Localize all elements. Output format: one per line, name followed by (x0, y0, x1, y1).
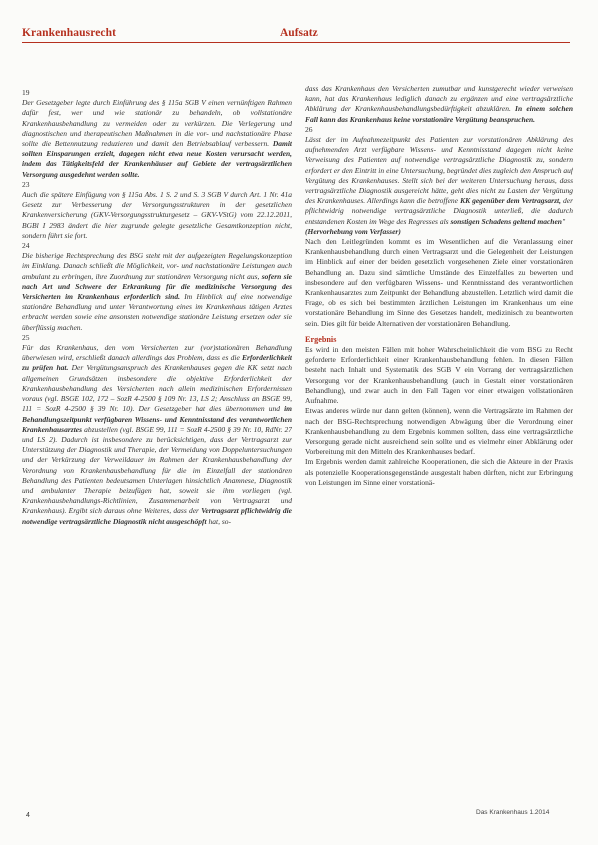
paragraph-number-24: 24 (22, 241, 30, 251)
paragraph-25-lead: Für das Krankenhaus, den vom Versicherten zur (vor)stationären Behandlung überwiesen wird, erschließt danach allerdings das Problem, dass es die (22, 343, 292, 363)
paragraph-26-emphasis-2: sonstigen Schadens geltend machen (450, 216, 562, 226)
paragraph-23: Auch die spätere Einfügung von § 115a Abs. 1 S. 2 und S. 3 SGB V durch Art. 1 Nr. 41a Gesetz zur Verbesserung der Versorgungsstrukturen in der gesetzlichen Krankenversicherung (GKV-Versorgungsstrukturgesetz – GKV-VStG) vom 22.12.2011, BGBl I 2983 ändert die hier zugrunde gelegte gesetzliche Gesamtkonzeption nicht, sondern führt sie fort. (22, 190, 292, 240)
result-paragraph-2: Etwas anderes würde nur dann gelten (können), wenn die Vertragsärzte im Rahmen der nach der BSG-Rechtsprechung notwendigen Abwägung über die Verordnung einer Krankenhausbehandlung zu dem Ergebnis kommen sollten, dass eine vertragsärztliche Versorgung gerade nicht ausreichend sein sollte und es vielmehr einer Abklärung oder Vorbereitung mit den Mitteln des Krankenhauses bedarf. (305, 406, 573, 457)
paragraph-24-rest: Im Hinblick auf eine notwendige stationäre Behandlung und unter Verantwortung eines im Krankenhaus tätigen Arztes erbracht werden sowie eine ansonsten notwendige stationäre Leistung ersetzen oder sie überflüssig machen. (22, 292, 292, 332)
paragraph-continued (305, 84, 573, 125)
page-header (22, 27, 570, 45)
paragraph-number-19: 19 (22, 88, 30, 97)
paragraph-25-end: hat, so- (208, 516, 231, 526)
paragraph-24 (22, 251, 292, 333)
paragraph-19-text: Der Gesetzgeber legte durch Einführung des § 115a SGB V einen vernünftigen Rahmen dafür fest, wer und wie stationär zu behandeln, ob vollstationäre Krankenhausbehandlung zu vermeiden oder zu verkürzen. Die Verlegerung und diagnostischen und therapeutischen Maßnahmen in die vor- und nachstationäre Phase sollte die Bettennutzung reduzieren und damit den Betriebsablauf verbessern. (22, 98, 292, 149)
paragraph-24-emphasis: sofern sie nach Art und Schwere der Erkrankung für die medizinische Versorgung des Versicherten im Krankenhaus erforderlich sind. (22, 271, 292, 302)
result-paragraph-3: Im Ergebnis werden damit zahlreiche Kooperationen, die sich die Akteure in der Praxis als potenzielle Kooperationsgegenstände ausgestalt haben dürften, nicht zur Erbringung von Leistungen im Sinne einer vorstationä- (305, 457, 573, 487)
paragraph-26-mid: der pflichtwidrig notwendige vertragsärztliche Diagnostik unterließ, die dadurch entstandenen Kosten im Wege des Regresses als (305, 196, 573, 226)
paragraph-number-23: 23 (22, 179, 30, 189)
paragraph-24-text: Die bisherige Rechtsprechung des BSG steht mit der aufgezeigten Regelungskonzeption im Einklang. Danach schließt die Möglichkeit, vor- und nachstationäre Leistungen auch ambulant zu erbringen, ihre Zuordnung zur stationären Versorgung nicht aus, (22, 251, 292, 281)
article-category: Aufsatz (280, 27, 318, 39)
header-rule (22, 42, 570, 43)
paragraph-19-emphasis: Damit sollten Einsparungen erzielt, dagegen nicht etwa neue Kosten verursacht werden, indem das Tätigkeitsfeld der Krankenhäuser auf Gebiete der vertragsärztlichen Versorgung ausgedehnt werden sollte. (22, 139, 292, 179)
paragraph-25-emphasis-2: im Behandlungszeitpunkt verfügbaren Wissens- und Kenntnisstand des verantwortlichen Krankenhausarztes (22, 404, 292, 434)
page-number: 4 (26, 812, 30, 819)
journal-citation: Das Krankenhaus 1.2014 (476, 809, 550, 816)
section-title: Krankenhausrecht (22, 27, 117, 39)
paragraph-25-rest: abzustellen (vgl. BSGE 99, 111 = SozR 4-2500 § 39 Nr. 10, RdNr. 27 und LS 2). Dadurch ist insbesondere zu berücksichtigen, dass der Vertragsarzt zur Unterstützung der Diagnostik und Therapie, der Vermeidung von Doppeluntersuchungen und der Verkürzung der Verweildauer im Rahmen der Krankenhausbehandlung der Verordnung von Krankenhausbehandlung für die im Einzelfall der stationären Behandlung des Patienten bedeutsamen Unterlagen hinsichtlich Anamnese, Diagnostik und ambulanter Therapie beizufügen hat, soweit sie ihm vorliegen (vgl. Krankenhausbehandlungs-Richtlinien, Zusammenarbeit von Vertragsarzt und Krankenhaus). Ergibt sich daraus ohne Weiteres, dass der (22, 424, 292, 516)
paragraph-number-25: 25 (22, 332, 30, 342)
paragraph-number-26: 26 (305, 124, 313, 134)
paragraph-25-emphasis-3: Vertragsarzt pflichtwidrig die notwendige vertragsärztliche Diagnostik nicht ausgeschöpft (22, 506, 292, 526)
main-paragraph-1: Nach den Leitlegründen kommt es im Wesentlichen auf die Veranlassung einer Krankenhausbehandlung durch einen Vertragsarzt und die Gelegenheit der Leistungen im Hinblick auf einer der beiden gesetzlich vorgesehenen Ziele einer vorstationären Behandlung an. Dazu sind sämtliche Umstände des Einzelfalles zu bewerten und insbesondere auf den verfügbaren Wissens- und Kenntnisstand des verantwortlichen Krankenhausarztes zum Zeitpunkt der Behandlung abzustellen. Letztlich wird damit die Frage, ob es sich bei bestimmten ärztlichen Leistungen im Krankenhaus um eine vorstationäre Behandlung im Sinne des Gesetzes handelt, medizinisch zu beantworten sein. Dies gilt für beide Alternativen der vorstationären Behandlung. (305, 237, 573, 328)
paragraph-25 (22, 343, 292, 527)
paragraph-25-emphasis: Erforderlichkeit zu prüfen hat. (22, 353, 292, 373)
paragraph-19 (22, 98, 292, 180)
paragraph-26-text: Lässt der im Aufnahmezeitpunkt des Patienten zur vorstationären Abklärung des aufnehmenden Arzt verfügbare Wissens- und Kenntnisstand dagegen nicht keine Verweisung des Patienten auf notwendige vertragsärztliche Diagnostik zu, sondern erfordert er den Eintritt in eine Untersuchung, begründet dies zugleich den Anspruch auf Vergütung des Krankenhauses. Stellt sich bei der weiteren Untersuchung heraus, dass vertragsärztliche Diagnostik ausgereicht hätte, geht dies nicht zu Lasten der Vergütung des Krankenhauses. Allerdings kann die betroffene (305, 135, 573, 206)
emphasis-note: (Hervorhebung vom Verfasser) (305, 226, 401, 236)
paragraph-continued-text: dass das Krankenhaus den Versicherten zumutbar und kunstgerecht wieder verweisen kann, hat das Krankenhaus lediglich danach zu ergänzen und eine vertragsärztliche Abklärung der Krankenhausbehandlungsbedürftigkeit abzuklären. (305, 84, 573, 114)
paragraph-26 (305, 135, 573, 227)
paragraph-25-text: Der Vergütungsanspruch des Krankenhauses gegen die KK setzt nach allgemeinen Grundsätzen insbesondere die objektive Erforderlichkeit der Krankenhausbehandlung des Versicherten nach allein medizinischen Erfordernissen voraus (vgl. BSGE 102, 172 – SozR 4-2500 § 109 Nr. 13, LS 2; Anschluss an BSGE 99, 111 = SozR 4-2500 § 39 Nr. 10). Der Gesetzgeber hat dies übernommen und (22, 363, 292, 414)
section-heading-result: Ergebnis (305, 334, 337, 344)
result-paragraph-1: Es wird in den meisten Fällen mit hoher Wahrscheinlichkeit die vom BSG zu Recht geforderte Erforderlichkeit einer Krankenhausbehandlung fehlen. In diesen Fällen besteht nach Inhalt und Systematik des SGB V ein Vorrang der vertragsärztlichen Versorgung vor der Krankenhausbehandlung (auch in Gestalt einer vorstationären Behandlung), und zwar auch in den Fall Tagen vor einer etwaigen vollstationären Aufnahme. (305, 345, 573, 406)
paragraph-continued-emphasis: In einem solchen Fall kann das Krankenhaus keine vorstationäre Vergütung beanspruchen. (305, 104, 573, 124)
paragraph-26-end: " (561, 216, 566, 226)
right-column (305, 84, 573, 824)
paragraph-26-emphasis: KK gegenüber dem Vertragsarzt, (460, 196, 561, 206)
left-column (22, 88, 292, 824)
